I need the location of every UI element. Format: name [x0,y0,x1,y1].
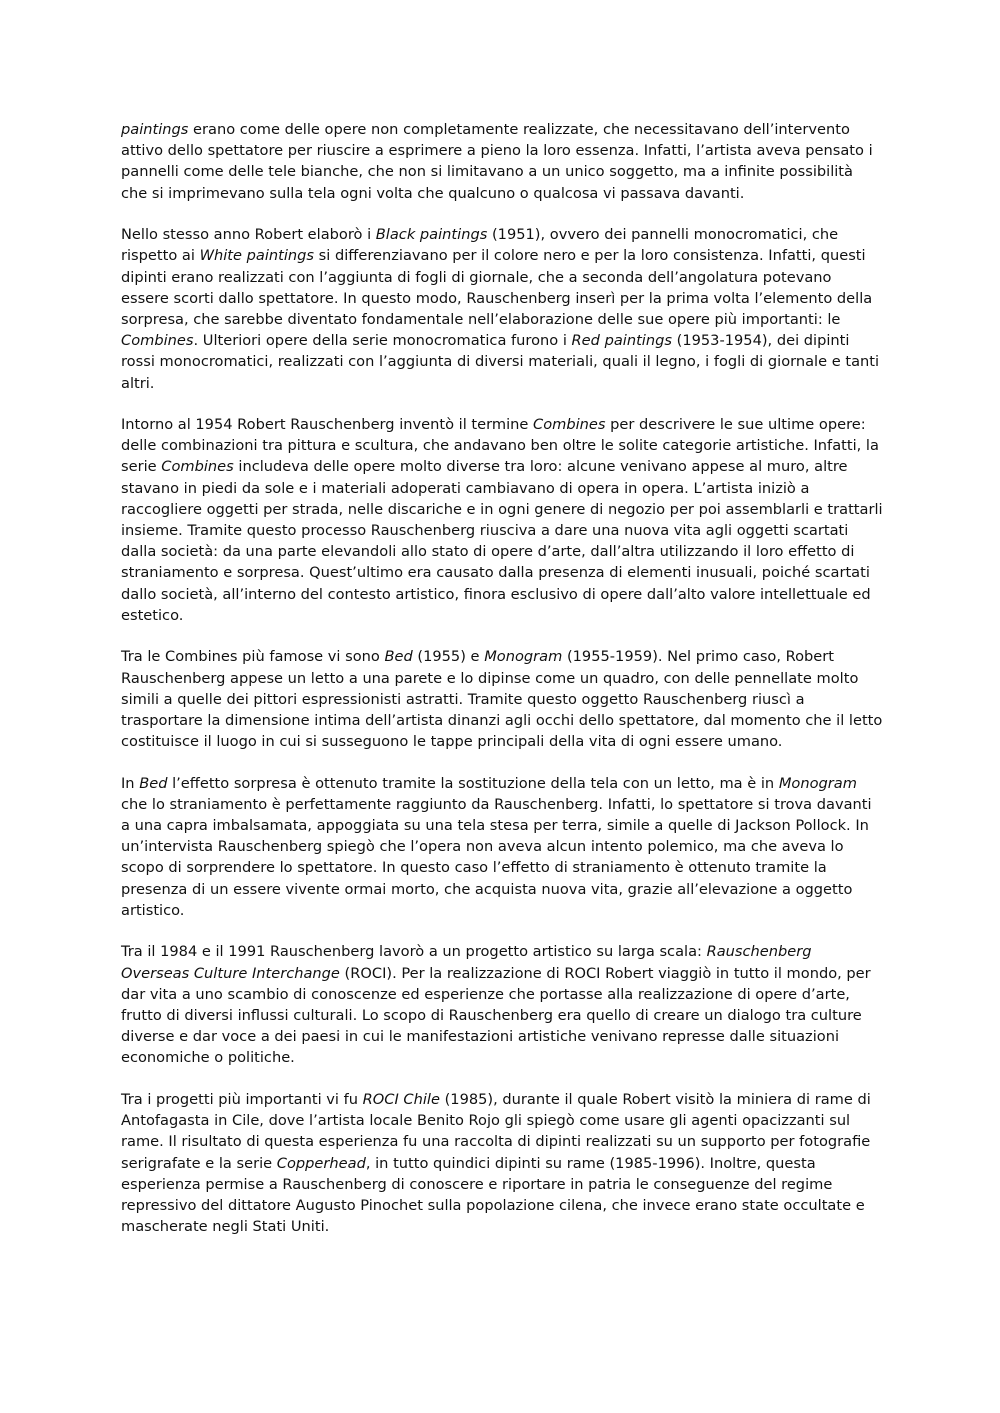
italic-text: paintings [121,121,189,138]
italic-text: Copperhead [276,1154,366,1172]
italic-text: Red paintings [571,332,672,350]
italic-text: Combines [121,332,194,350]
body-text: che lo straniamento è perfettamente raggiunto da Rauschenberg. Infatti, lo spettatore si trova davanti a una capra imbalsamata, appoggiata su una tela stesa per terra, simile a quelle di Jackson Pollock. In un’intervista Rauschenberg spiegò che l’opera non aveva alcun intento polemico, ma che aveva lo scopo di sorprendere lo spettatore. In questo caso l’effetto di straniamento è ottenuto tramite la presenza di un essere vivente ormai morto, che acquista nuova vita, grazie all’elevazione a oggetto artistico. [121,795,872,919]
body-text: (1955) e [412,648,485,666]
paragraph [121,1089,883,1237]
italic-text: Combines [533,416,606,434]
italic-text: Combines [161,458,234,476]
body-text: Intorno al 1954 Robert Rauschenberg inventò il termine [121,416,533,434]
body-text: , in tutto quindici dipinti su rame (1985-1996). Inoltre, questa esperienza permise a Rauschenberg di conoscere e riportare in patria le conseguenze del regime repressivo del dittatore Augusto Pinochet sulla popolazione cilena, che invece erano state occultate e mascherate negli Stati Uniti. [121,1154,865,1236]
body-text: Nello stesso anno Robert elaborò i [121,226,376,244]
body-text: si differenziavano per il colore nero e per la loro consistenza. Infatti, questi dipinti erano realizzati con l’aggiunta di fogli di giornale, che a seconda dell’angolatura potevano essere scorti dallo spettatore. In questo modo, Rauschenberg inserì per la prima volta l’elemento della sorpresa, che sarebbe diventato fondamentale nell’elaborazione delle sue opere più importanti: le [121,247,873,328]
body-text: Tra il 1984 e il 1991 Rauschenberg lavorò a un progetto artistico su larga scala: [121,943,707,961]
paragraph [121,773,883,921]
italic-text: Monogram [778,774,857,792]
body-text: (1955-1959). Nel primo caso, Robert Rauschenberg appese un letto a una parete e lo dipinse come un quadro, con delle pennellate molto simili a quelle dei pittori espressionisti astratti. Tramite questo oggetto Rauschenberg riuscì a trasportare la dimensione intima dell’artista dinanzi agli occhi dello spettatore, dal momento che il letto costituisce il luogo in cui si susseguono le tappe principali della vita di ogni essere umano. [121,648,883,751]
body-text: per descrivere le sue ultime opere: delle combinazioni tra pittura e scultura, che andavano ben oltre le solite categorie artistiche. Infatti, la serie [121,416,879,476]
body-text: (1951), ovvero dei pannelli monocromatici, che rispetto ai [121,226,839,265]
paragraph [121,224,883,394]
body-text: Tra le Combines più famose vi sono [121,648,385,666]
italic-text: Bed [139,774,168,792]
italic-text: Black paintings [375,226,488,244]
document-page [121,119,883,1258]
body-text: . Ulteriori opere della serie monocromatica furono i [193,332,572,350]
body-text: (1985), durante il quale Robert visitò la miniera di rame di Antofagasta in Cile, dove l’artista locale Benito Rojo gli spiegò come usare gli agenti opacizzanti sul rame. Il risultato di questa esperienza fu una raccolta di dipinti realizzati su un supporto per fotografie serigrafate e la serie [121,1090,871,1172]
body-text: l’effetto sorpresa è ottenuto tramite la sostituzione della tela con un letto, ma è in [167,774,779,792]
body-text: erano come delle opere non completamente realizzate, che necessitavano dell’intervento attivo dello spettatore per riuscire a esprimere a pieno la loro essenza. Infatti, l’artista aveva pensato i pannelli come delle tele bianche, che non si limitavano a un unico soggetto, ma a infinite possibilità che si imprimevano sulla tela ogni volta che qualcuno o qualcosa vi passava davanti. [121,121,873,202]
paragraph [121,941,883,1068]
italic-text: White paintings [199,247,315,265]
italic-text: Rauschenberg Overseas Culture Interchange [121,943,812,982]
paragraph [121,119,883,204]
body-text: Tra i progetti più importanti vi fu [121,1090,363,1108]
body-text: (ROCI). Per la realizzazione di ROCI Robert viaggiò in tutto il mondo, per dar vita a uno scambio di conoscenze ed esperienze che portasse alla realizzazione di opere d’arte, frutto di diversi influssi culturali. Lo scopo di Rauschenberg era quello di creare un dialogo tra culture diverse e dar voce a dei paesi in cui le manifestazioni artistiche venivano represse dalle situazioni economiche o politiche. [121,964,871,1067]
italic-text: Monogram [484,648,563,666]
body-text: In [121,774,140,792]
italic-text: Bed [384,648,413,666]
body-text: includeva delle opere molto diverse tra loro: alcune venivano appese al muro, altre stavano in piedi da sole e i materiali adoperati cambiavano di opera in opera. L’artista iniziò a raccogliere oggetti per strada, nelle discariche e in ogni genere di negozio per poi assemblarli e trattarli insieme. Tramite questo processo Rauschenberg riusciva a dare una nuova vita agli oggetti scartati dalla società: da una parte elevandoli allo stato di opere d’arte, dall’altra utilizzando il loro effetto di straniamento e sorpresa. Quest’ultimo era causato dalla presenza di elementi inusuali, poiché scartati dallo società, all’interno del contesto artistico, finora esclusivo di opere dall’alto valore intellettuale ed estetico. [121,458,883,624]
paragraph [121,646,883,752]
body-text: (1953-1954), dei dipinti rossi monocromatici, realizzati con l’aggiunta di diversi materiali, quali il legno, i fogli di giornale e tanti altri. [121,332,880,392]
italic-text: ROCI Chile [362,1090,440,1108]
paragraph [121,414,883,626]
